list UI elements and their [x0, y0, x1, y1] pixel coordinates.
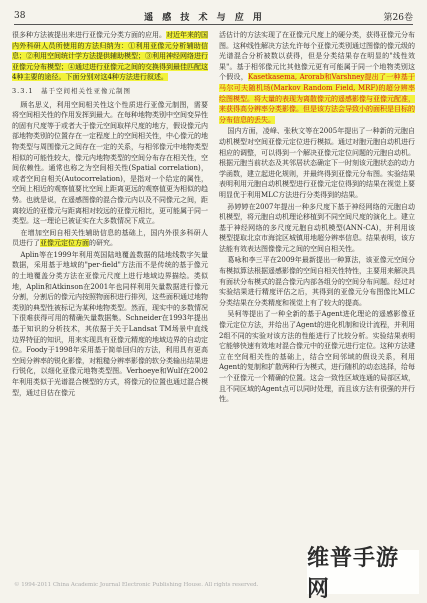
right-column [219, 30, 415, 406]
paragraph: 活估计的方法实现了在亚像元尺度上的硬分类，获得亚像元分布图。这种线性解决方法允许每个亚像元类别通过图像的像元级的光谱混合分析被数以获得，但是分类结果存在明显的"线性效果"。基于相邻像元比其他像元更有可能属于同一个地物类别这个假设，Kasetkasema, Arorab和Varshney提出了一种基于马尔可夫随机场(Markov Random Field, MRF)的超分辨率绘图模型。将大量的表现为离散像元的遥感影像与亚像元配准，来获得高分辨率分类影像。但是该方法会导致小的面积是目标的分布信息的丢失。 [219, 31, 415, 124]
highlighted-text: Kasetkasema, Arorab和Varshney提出了一种基于马尔可夫随机场(Markov Random Field, MRF)的超分辨率绘图模型。将大量的表现为离散像元的遥感影像与亚像元配准，来获得高分辨率分类影像。但是该方法会导致小的面积是目标的分布信息的丢失。 [219, 73, 415, 124]
volume-label: 第26卷 [383, 12, 413, 23]
paragraph: 在增加空间自相关性辅助信息的基础上，国内外很多科研人员进行了亚像元定位方面的研究。 [12, 228, 208, 248]
highlighted-text: 亚像元定位方面 [40, 239, 89, 248]
paragraph: 很多种方法被提出来进行亚像元分类方面的应用。对近年来的国内外科研人员所使用的方法归纳为：①利用亚像元分析辅助信息；②利用空间统计学方法提供辅助模型；③利用神经网络进行亚像元分布模型；④通过进行亚像元之间的交换得到最佳匹配这4种主要的途径。下面分别对这4种方法进行叙述。 [12, 31, 208, 82]
site-watermark: 维普手游网 [307, 550, 419, 594]
left-column [12, 30, 208, 399]
highlighted-text: 对近年来的国内外科研人员所使用的方法归纳为：①利用亚像元分析辅助信息；②利用空间统计学方法提供辅助模型；③利用神经网络进行亚像元分布模型；④通过进行亚像元之间的交换得到最佳匹配这4种主要的途径。下面分别对这4种方法进行叙述。 [12, 31, 208, 82]
paragraph: 孙婷婷在2007年提出一种多尺度下基于神经网络的元胞自动机模型，将元胞自动机理论移植到不同空间尺度的演化上。建立基于神经网络的多尺度元胞自动机模型(ANN-CA)，并利用该模型提取北京市海淀区城镇用地超分辨率信息。结果表明，该方法能有效表达图像像元之间的空间自相关性。 [219, 202, 415, 253]
paragraph: 葛咏和李三平在2009年最新提出一种算法，该亚像元空间分布模拟算法根据遥感影像的空间自相关性特性，主要用来解决具有面状分布模式的混合像元内部各组分的空间分布问题。经过对实验结果进行精度评估之后，其得到的亚像元分布图像比MLC分类结果在分类精度和视觉上有了较大的提高。 [219, 256, 415, 307]
paragraph: 顾名思义，利用空间相关性这个性质进行亚像元制图，需要将空间相关性的作用发挥到最大。在每种地物类别中空间变异性的固有尺度等于或者大于像元空间取样尺度的地方，假设像元内部地物类别的位置存在一定程度上的空间相关性，中心像元的地物类型与周围像元之间存在一定的关系，与相邻像元中地物类型相似的可能性较大，像元内地物类型的空间分布存在相关性，空间依赖性。通常也称之为空间相关性(Spatial correlation)，或者空间自相关(Autocorrelation)，是指对一个给定的属性，空间上相近的观察值要比空间上距离更远的观察值更为相似的趋势。也就是说，在遥感图像的混合像元内以及不同像元之间，距离较近的亚像元与距离相对较远的亚像元相比，更可能属于同一类型。这一理论已被证实在大多数情况下成立。 [12, 100, 208, 226]
page-number: 38 [14, 11, 26, 21]
section-heading: 3.3.1 基于空间相关性亚像元制图 [12, 86, 132, 95]
paragraph: Aplin等在1999年利用英国陆地覆盖数据的陆地线数字矢量数据，采用基于地域的"per-field"方法而不是传统的基于像元的土地覆盖分类方法在亚像元尺度上进行地域边界描绘。类似地，Aplin和Atkinson在2001年也同样利用矢量数据进行像元分割，分割后的像元内按照物面积进行排列，这些面积通过地物类别的典型性被标记为某种地物类型。然而，现实中的多数情况下很难获得可用的精确矢量数据集。Schneider在1993年提出基于知识的分析技术，其依据于关于Landsat TM场景中直线边界特征的知识，用来实现具有亚像元精度的地域边界的自动定位。Foody于1998年采用基于简单回归的方法，利用具有更高空间分辨率的锐化影像，对粗糙分辨率影像的软分类输出结果进行锐化，以细化亚像元地物类型图。Verhoeye和Wulf在2002年利用类似于光谱混合模型的方式，将像元的位置也通过混合模型，通过目估在像元 [12, 250, 208, 397]
journal-title: 遥 感 技 术 与 应 用 [144, 12, 265, 23]
copyright-footer: © 1994-2011 China Academic Journal Electronic Publishing House. All rights reserved. [14, 582, 259, 588]
paragraph: 国内方面，凌峰、张秋文等在2005年提出了一种新的元胞自动机模型对空间亚像元定位进行模拟。通过对胞元胞自动机进行相应的调整，可以得到一个解决亚像元定位问题的元胞自动机。根据元胞当前状态及其邻居状态确定下一时刻该元胞状态的动力学函数，建立起进化规则，并最终得到亚像元分布图。实验结果表明利用元胞自动机模型进行亚像元定位得到的结果在视觉上要明显优于利用MLC方法进行分类得到的结果。 [219, 127, 415, 199]
paragraph: 吴柯等提出了一种全新的基于Agent进化理论的遥感影像亚像元定位方法，并给出了Agent的进化机制和设计流程，并利用2组不同的实验对该方法的性能进行了比较分析。实验结果表明它能够快速有效地对混合像元中的亚像元进行定位。这种方法建立在空间相关性的基础上，结合空间邻域的假设关系，利用Agent的复制和扩散两种行为模式，进行随机的动态选择，给每一个亚像元一个精确的位置。这会一致性区域连通的局部区域，且不同区域的Agent点可以同时处理，而且该方法有很强的并行性。 [219, 310, 415, 404]
page-header [14, 8, 413, 25]
